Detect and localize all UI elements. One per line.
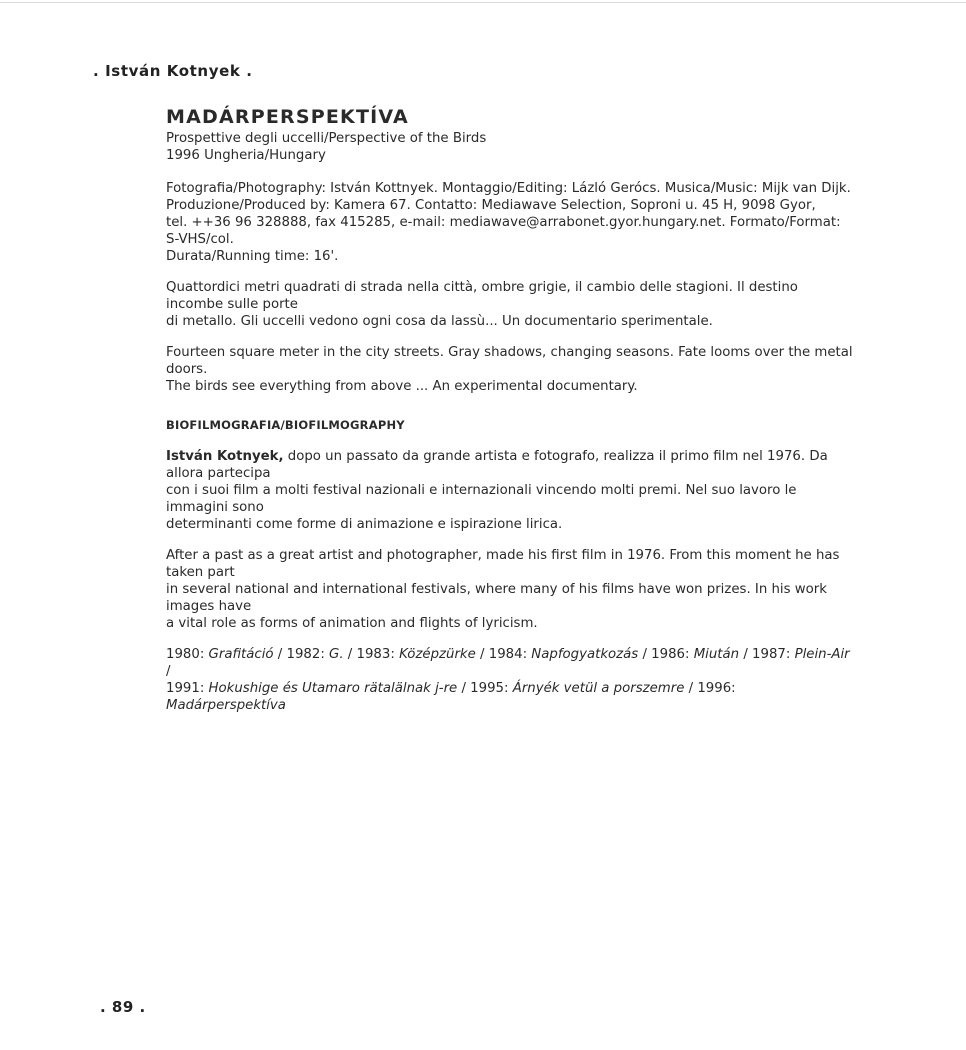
credits-line: tel. ++36 96 328888, fax 415285, e-mail: mediawave@arrabonet.gyor.hungary.net. Formato/Format: S-VHS/col. (166, 215, 841, 247)
bio-line: After a past as a great artist and photographer, made his first film in 1976. From this moment he has taken part (166, 548, 840, 580)
filmography-separator: / (638, 647, 652, 662)
filmography-title: Grafitáció (208, 647, 274, 662)
filmography-title: Madárperspektíva (166, 698, 286, 713)
filmography-separator: / (166, 664, 171, 679)
filmography-title: Miután (693, 647, 740, 662)
bio-line: a vital role as forms of animation and flights of lyricism. (166, 616, 538, 631)
bio-english (166, 547, 856, 632)
bio-line: determinanti come forme di animazione e ispirazione lirica. (166, 517, 563, 532)
filmography-separator: / (343, 647, 357, 662)
filmography-list (166, 646, 856, 714)
synopsis-italian (166, 279, 856, 330)
bio-italian (166, 448, 856, 533)
filmography-title: Hokushige és Utamaro rätalälnak j-re (208, 681, 458, 696)
filmography-title: Árnyék vetül a porszemre (512, 681, 685, 696)
bio-line (166, 448, 856, 482)
filmography-year: 1983: (356, 647, 400, 662)
filmography-title: G. (329, 647, 344, 662)
filmography-year: 1987: (752, 647, 795, 662)
filmography-year: 1996: (697, 681, 736, 696)
synopsis-line: Fourteen square meter in the city streets. Gray shadows, changing seasons. Fate looms over the metal doors. (166, 345, 853, 377)
filmography-separator: / (475, 647, 489, 662)
filmography-year: 1991: (166, 681, 209, 696)
film-title: MADÁRPERSPEKTÍVA (166, 106, 409, 128)
bio-line: in several national and international festivals, where many of his films have won prizes. In his work images have (166, 582, 827, 614)
filmography-title: Középzürke (399, 647, 476, 662)
filmography-line (166, 680, 856, 714)
filmography-separator: / (684, 681, 698, 696)
credits-block (166, 180, 856, 265)
credits-line: Durata/Running time: 16'. (166, 249, 339, 264)
film-subtitle: Prospettive degli uccelli/Perspective of the Birds (166, 131, 487, 146)
filmography-title: Napfogyatkozás (531, 647, 639, 662)
filmography-year: 1995: (470, 681, 513, 696)
biofilmography-heading: BIOFILMOGRAFIA/BIOFILMOGRAPHY (166, 418, 405, 432)
synopsis-english (166, 344, 856, 395)
director-name: István Kotnyek, (166, 449, 284, 464)
bio-text: dopo un passato da grande artista e fotografo, realizza il primo film nel 1976. Da allora partecipa (166, 449, 828, 481)
film-year-country: 1996 Ungheria/Hungary (166, 148, 326, 163)
film-entry (166, 106, 856, 714)
filmography-title: Plein-Air (794, 647, 850, 662)
page-number: . 89 . (100, 998, 146, 1016)
filmography-year: 1984: (488, 647, 532, 662)
filmography-year: 1982: (286, 647, 330, 662)
filmography-separator: / (739, 647, 753, 662)
synopsis-line: The birds see everything from above ... An experimental documentary. (166, 379, 638, 394)
author-running-header: . István Kotnyek . (93, 62, 253, 80)
scan-edge-line (0, 2, 966, 3)
filmography-separator: / (273, 647, 287, 662)
bio-line: con i suoi film a molti festival nazionali e internazionali vincendo molti premi. Nel suo lavoro le immagini sono (166, 483, 797, 515)
synopsis-line: di metallo. Gli uccelli vedono ogni cosa da lassù... Un documentario sperimentale. (166, 314, 713, 329)
credits-line: Fotografia/Photography: István Kottnyek. Montaggio/Editing: Lázló Gerócs. Musica/Music: Mijk van Dijk. (166, 181, 851, 196)
credits-line: Produzione/Produced by: Kamera 67. Contatto: Mediawave Selection, Soproni u. 45 H, 9098 Gyor, (166, 198, 816, 213)
filmography-line (166, 646, 856, 680)
filmography-year: 1986: (651, 647, 694, 662)
filmography-separator: / (457, 681, 471, 696)
synopsis-line: Quattordici metri quadrati di strada nella città, ombre grigie, il cambio delle stagioni. Il destino incombe sulle porte (166, 280, 798, 312)
filmography-year: 1980: (166, 647, 209, 662)
